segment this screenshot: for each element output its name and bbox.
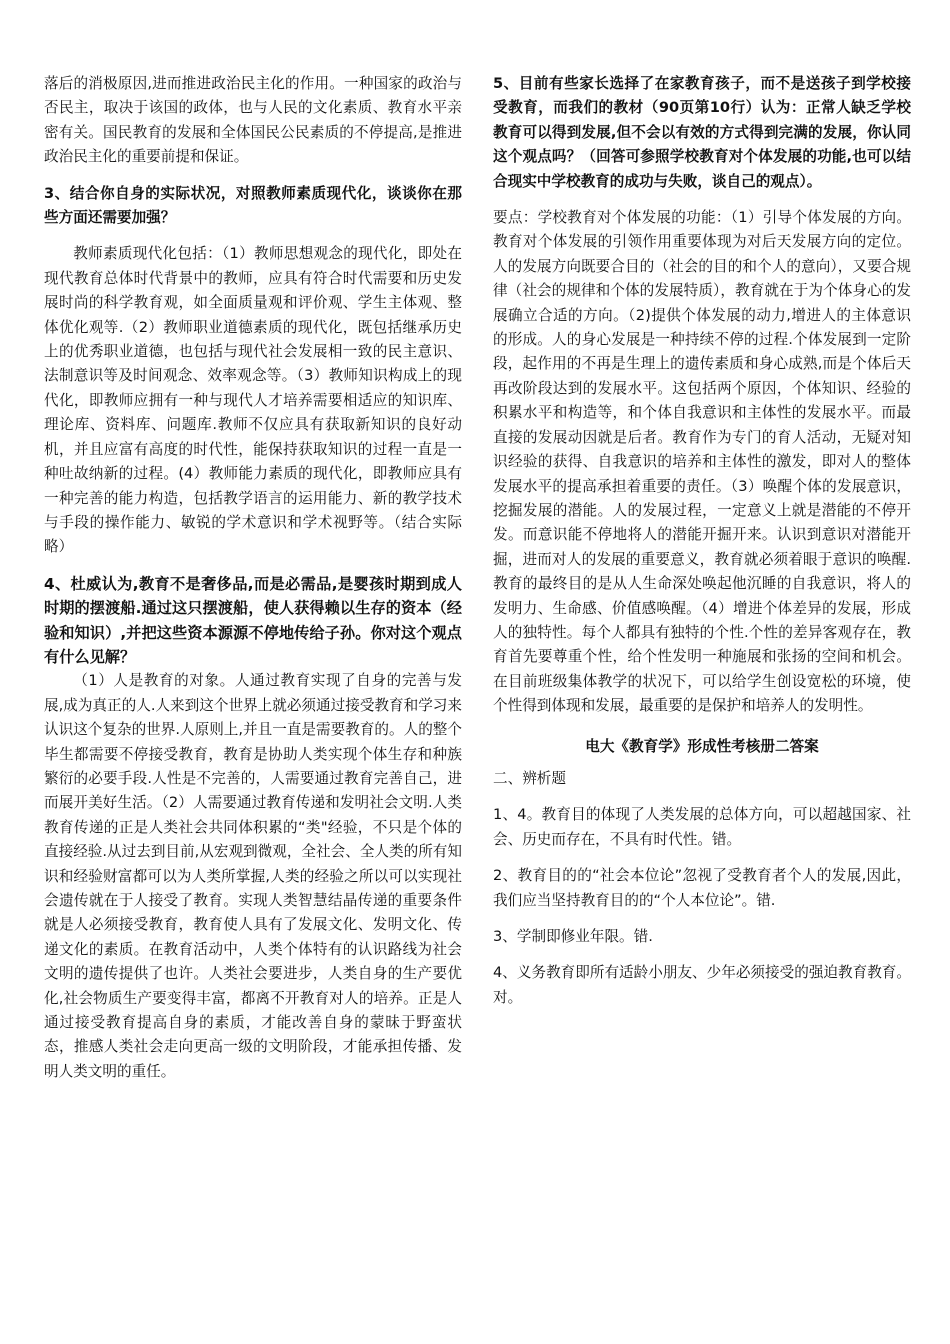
judgment-item-4: 4、义务教育即所有适龄小朋友、少年必须接受的强迫教育教育。对。 [493, 964, 911, 1006]
question-5: 5、目前有些家长选择了在家教育孩子，而不是送孩子到学校接受教育，而我们的教材（90页第10行）认为：正常人缺乏学校教育可以得到发展,但不会以有效的方式得到完满的发展，你认同这个观点吗？（回答可参照学校教育对个体发展的功能,也可以结合现实中学校教育的成功与失败，谈自己的观点）。 [493, 75, 911, 190]
judgment-item-2: 2、教育目的的“社会本位论”忽视了受教育者个人的发展,因此，我们应当坚持教育目的的“个人本位论”。错. [493, 867, 911, 909]
judgment-item-1: 1、4。教育目的体现了人类发展的总体方向，可以超越国家、社会、历史而存在，不具有时代性。错。 [493, 806, 911, 848]
answer-5: 要点：学校教育对个体发展的功能：（1）引导个体发展的方向。教育对个体发展的引领作用重要体现为对后天发展方向的定位。人的发展方向既要合目的（社会的目的和个人的意向），又要合规律（社会的规律和个体的发展特质），教育就在于为个体身心的发展确立合适的方向。（2)提供个体发展的动力,增进人的主体意识的形成。人的身心发展是一种持续不停的过程.个体发展到一定阶段，起作用的不再是生理上的遗传素质和身心成熟,而是个体后天再改阶段达到的发展水平。这包括两个原因，个体知识、经验的积累水平和构造等，和个体自我意识和主体性的发展水平。而最直接的发展动因就是后者。教育作为专门的育人活动，无疑对知识经验的获得、自我意识的培养和主体性的激发，即对人的整体发展水平的提高承担着重要的责任。（3）唤醒个体的发展意识，挖掘发展的潜能。人的发展过程，一定意义上就是潜能的不停开发。而意识能不停地将人的潜能开掘开来。认识到意识对潜能开掘，进而对人的发展的重要意义，教育就必须着眼于意识的唤醒.教育的最终目的是从人生命深处唤起他沉睡的自我意识，将人的发明力、生命感、价值感唤醒。（4）增进个体差异的发展，形成人的独特性。每个人都具有独特的个性.个性的差异客观存在，教育首先要尊重个性，给个性发明一种施展和张扬的空间和机会。在目前班级集体教学的状况下，可以给学生创设宽松的环境，使个性得到体现和发展，最重要的是保护和培养人的发明性。 [493, 209, 911, 715]
left-column [44, 72, 462, 1084]
answer-3: 教师素质现代化包括：（1）教师思想观念的现代化，即处在现代教育总体时代背景中的教师，应具有符合时代需要和历史发展时尚的科学教育观，如全面质量观和评价观、学生主体观、整体优化观等.（2）教师职业道德素质的现代化，既包括继承历史上的优秀职业道德，也包括与现代社会发展相一致的民主意识、法制意识等及时间观念、效率观念等。（3）教师知识构成上的现代化，即教师应拥有一种与现代人才培养需要相适应的知识库、理论库、资料库、问题库.教师不仅应具有获取新知识的良好动机，并且应富有高度的时代性，能保持获取知识的过程一直是一种吐故纳新的过程。(4）教师能力素质的现代化，即教师应具有一种完善的能力构造，包括教学语言的运用能力、新的教学技术与手段的操作能力、敏锐的学术意识和学术视野等。（结合实际略） [44, 245, 462, 556]
answer-4: （1）人是教育的对象。人通过教育实现了自身的完善与发展,成为真正的人.人来到这个世界上就必须通过接受教育和学习来认识这个复杂的世界.人原则上,并且一直是需要教育的。人的整个毕生都需要不停接受教育，教育是协助人类实现个体生存和种族繁衍的必要手段.人性是不完善的，人需要通过教育完善自己，进而展开美好生活。（2）人需要通过教育传递和发明社会文明.人类教育传递的正是人类社会共同体积累的“类"经验，不只是个体的直接经验.从过去到目前,从宏观到微观，全社会、全人类的所有知识和经验财富都可以为人类所掌握,人类的经验之所以可以实现社会遗传就在于人接受了教育。实现人类智慧结晶传递的重要条件就是人必须接受教育，教育使人具有了发展文化、发明文化、传递文化的素质。在教育活动中，人类个体特有的认识路线为社会文明的遗传提供了也许。人类社会要进步，人类自身的生产要优化,社会物质生产要变得丰富，都离不开教育对人的培养。正是人通过接受教育提高自身的素质，才能改善自身的蒙昧于野蛮状态，推感人类社会走向更高一级的文明阶段，才能承担传播、发明人类文明的重任。 [44, 672, 462, 1080]
subsection-title: 二、辨析题 [493, 769, 566, 787]
judgment-item-3: 3、学制即修业年限。错. [493, 928, 653, 945]
question-3: 3、结合你自身的实际状况，对照教师素质现代化，谈谈你在那些方面还需要加强？ [44, 184, 462, 227]
intro-paragraph: 落后的消极原因,进而推进政治民主化的作用。一种国家的政治与否民主，取决于该国的政体，也与人民的文化素质、教育水平亲密有关。国民教育的发展和全体国民公民素质的不停提高,是推进政治民主化的重要前提和保证。 [44, 75, 462, 166]
question-4: 4、杜威认为,教育不是奢侈品,而是必需品,是婴孩时期到成人时期的摆渡船.通过这只摆渡船，使人获得赖以生存的资本（经验和知识）,并把这些资本源源不停地传给子孙。你对这个观点有什么见解？ [44, 574, 462, 666]
right-column [493, 72, 911, 1010]
section-title: 电大《教育学》形成性考核册二答案 [585, 737, 819, 755]
